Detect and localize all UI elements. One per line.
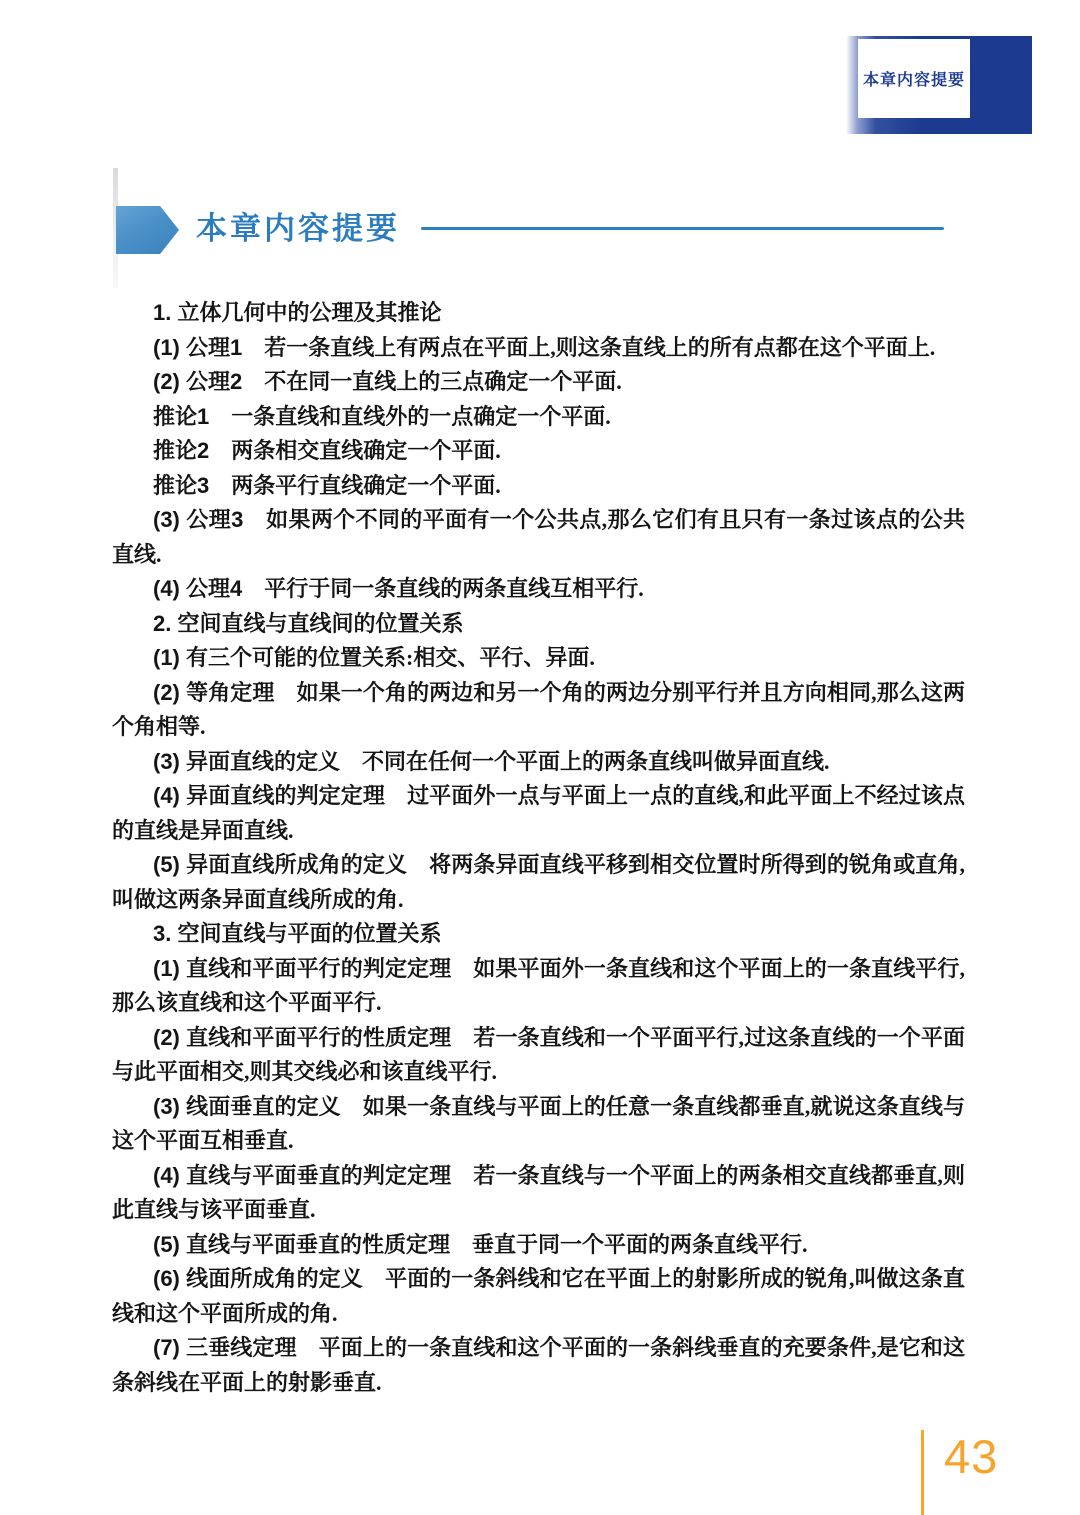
paragraph bbox=[112, 434, 965, 469]
body-text: 若一条直线上有两点在平面上,则这条直线上的所有点都在这个平面上. bbox=[264, 334, 936, 360]
paragraph bbox=[112, 331, 965, 366]
term-text: (4) 公理4 bbox=[153, 576, 265, 601]
term-text: (4) 异面直线的判定定理 bbox=[153, 783, 408, 808]
paragraph bbox=[112, 1331, 965, 1400]
term-text: (1) 直线和平面平行的判定定理 bbox=[153, 955, 474, 981]
paragraph bbox=[112, 503, 965, 572]
term-text: 3. 空间直线与平面的位置关系 bbox=[153, 921, 442, 946]
term-text: (2) 直线和平面平行的性质定理 bbox=[153, 1024, 474, 1050]
paragraph bbox=[112, 745, 965, 780]
content-paragraphs bbox=[112, 296, 965, 1400]
term-text: (1) bbox=[153, 645, 186, 670]
paragraph bbox=[112, 400, 965, 435]
chapter-corner-tab-label: 本章内容提要 bbox=[862, 72, 965, 89]
term-text: (7) 三垂线定理 bbox=[153, 1335, 319, 1360]
term-text: 推论1 bbox=[153, 403, 232, 429]
paragraph bbox=[112, 1021, 965, 1090]
body-text: 一条直线和直线外的一点确定一个平面. bbox=[231, 403, 611, 429]
term-text: (3) 异面直线的定义 bbox=[153, 748, 363, 774]
chapter-corner-tab bbox=[846, 36, 1032, 134]
paragraph bbox=[112, 917, 965, 952]
body-text: 平面上的一条直线和这个平面的一条斜线垂直的充要条件,是它和这条斜线在平面上的射影垂直. bbox=[112, 1335, 965, 1395]
body-text: 有三个可能的位置关系:相交、平行、异面. bbox=[186, 645, 595, 670]
paragraph bbox=[112, 676, 965, 745]
paragraph bbox=[112, 1090, 965, 1159]
term-text: (3) 公理3 bbox=[153, 507, 267, 532]
paragraph bbox=[112, 365, 965, 400]
paragraph bbox=[112, 1228, 965, 1263]
body-text: 若一条直线与一个平面上的两条相交直线都垂直,则此直线与该平面垂直. bbox=[112, 1162, 965, 1222]
body-text: 若一条直线和一个平面平行,过这条直线的一个平面与此平面相交,则其交线必和该直线平行. bbox=[112, 1024, 965, 1084]
term-text: 1. 立体几何中的公理及其推论 bbox=[153, 300, 442, 325]
body-text: 过平面外一点与平面上一点的直线,和此平面上不经过该点的直线是异面直线. bbox=[112, 783, 965, 843]
section-title: 本章内容提要 bbox=[196, 211, 400, 246]
paragraph bbox=[112, 641, 965, 676]
body-text: 两条相交直线确定一个平面. bbox=[231, 438, 501, 463]
paragraph bbox=[112, 572, 965, 607]
body-text: 如果一个角的两边和另一个角的两边分别平行并且方向相同,那么这两个角相等. bbox=[112, 679, 965, 739]
page-number-rule bbox=[921, 1430, 924, 1515]
paragraph bbox=[112, 469, 965, 504]
term-text: (1) 公理1 bbox=[153, 334, 265, 360]
term-text: 推论2 bbox=[153, 438, 232, 463]
paragraph bbox=[112, 607, 965, 642]
paragraph bbox=[112, 952, 965, 1021]
term-text: (5) 异面直线所成角的定义 bbox=[153, 852, 430, 877]
body-text: 如果两个不同的平面有一个公共点,那么它们有且只有一条过该点的公共直线. bbox=[112, 507, 965, 567]
arrow-right-icon bbox=[116, 206, 179, 254]
term-text: (3) 线面垂直的定义 bbox=[153, 1093, 363, 1119]
body-text: 将两条异面直线平移到相交位置时所得到的锐角或直角,叫做这两条异面直线所成的角. bbox=[112, 852, 965, 912]
body-text: 两条平行直线确定一个平面. bbox=[231, 472, 501, 498]
title-horizontal-rule bbox=[421, 227, 944, 230]
paragraph bbox=[112, 1262, 965, 1331]
body-text: 不同在任何一个平面上的两条直线叫做异面直线. bbox=[362, 748, 830, 774]
body-text: 如果平面外一条直线和这个平面上的一条直线平行,那么该直线和这个平面平行. bbox=[112, 955, 965, 1015]
term-text: 2. 空间直线与直线间的位置关系 bbox=[153, 610, 464, 636]
term-text: (2) 等角定理 bbox=[153, 679, 297, 705]
page-number: 43 bbox=[944, 1430, 999, 1483]
body-text: 不在同一直线上的三点确定一个平面. bbox=[264, 369, 622, 394]
paragraph bbox=[112, 1159, 965, 1228]
term-text: 推论3 bbox=[153, 472, 232, 498]
paragraph bbox=[112, 296, 965, 331]
body-text: 如果一条直线与平面上的任意一条直线都垂直,就说这条直线与这个平面互相垂直. bbox=[112, 1093, 965, 1153]
body-text: 平面的一条斜线和它在平面上的射影所成的锐角,叫做这条直线和这个平面所成的角. bbox=[112, 1266, 965, 1326]
term-text: (4) 直线与平面垂直的判定定理 bbox=[153, 1162, 474, 1188]
paragraph bbox=[112, 848, 965, 917]
term-text: (6) 线面所成角的定义 bbox=[153, 1266, 385, 1291]
body-text: 垂直于同一个平面的两条直线平行. bbox=[472, 1231, 808, 1257]
term-text: (5) 直线与平面垂直的性质定理 bbox=[153, 1231, 473, 1257]
term-text: (2) 公理2 bbox=[153, 369, 265, 394]
paragraph bbox=[112, 779, 965, 848]
body-text: 平行于同一条直线的两条直线互相平行. bbox=[264, 576, 644, 601]
chapter-corner-tab-box bbox=[858, 39, 970, 118]
